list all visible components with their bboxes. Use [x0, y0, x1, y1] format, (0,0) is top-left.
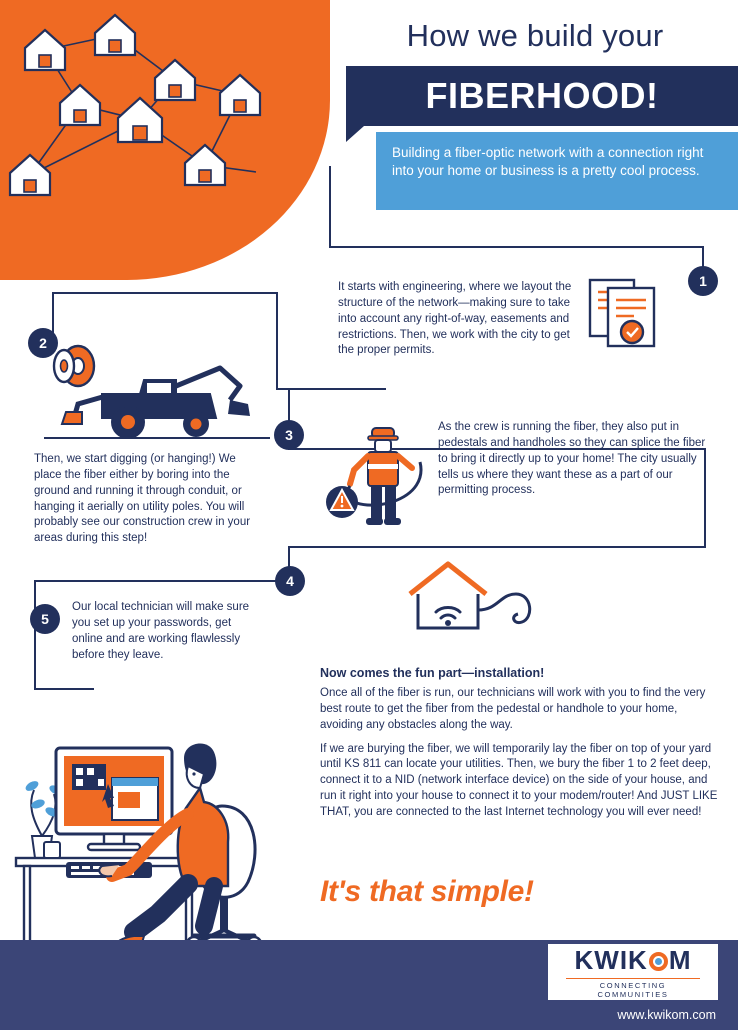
website-url[interactable]: www.kwikom.com [617, 1008, 716, 1022]
technician-computer-icon [8, 686, 308, 976]
connector-line [34, 580, 290, 582]
step-3-text: As the crew is running the fiber, they also put in pedestals and handholes so they can splice the fiber to bring it directly up to your home! The city usually tells us where they want these as a part of our permitting process. [438, 421, 706, 497]
connector-line [288, 546, 706, 548]
step-badge-5: 5 [30, 604, 60, 634]
fiberhood-banner [346, 66, 738, 126]
connector-line [52, 292, 278, 294]
step-1-text: It starts with engineering, where we layout the structure of the network—making sure to take into account any right-of-way, easements and restrictions. Then, we work with the city to get the proper permits. [338, 281, 572, 357]
document-permit-icon [586, 272, 664, 352]
banner-tail [346, 126, 364, 142]
step-5-text: Our local technician will make sure you set up your passwords, get online and are working flawlessly before they leave. [72, 601, 250, 661]
connector-line [276, 292, 278, 390]
installation-text: Once all of the fiber is run, our technicians will work with you to find the very best route to get the fiber from the pedestal or handhole to your home, avoiding any obstacles along the way. If we are burying the fiber, we will temporarily lay the fiber on top of your yard until KS 811 can locate your utilities. Then, we bury the fiber 1 to 2 feet deep, connect it to a NID (network interface device) on the side of your house, and run it right into your house to connect it to your modem/router! And JUST LIKE THAT, you are connected to the last Internet technology you will ever need! [320, 687, 718, 819]
house-network-illustration [0, 0, 340, 280]
step-badge-4: 4 [275, 566, 305, 596]
step-badge-3: 3 [274, 420, 304, 450]
fiberhood-banner-label: FIBERHOOD! [425, 75, 659, 116]
page-title: How we build your [406, 18, 664, 53]
logo-text-right: M [668, 945, 692, 975]
intro-text: Building a fiber-optic network with a connection right into your home or business is a pretty cool process. [392, 145, 704, 179]
tagline: It's that simple! [320, 875, 534, 908]
fiber-technician-icon [320, 406, 436, 530]
installation-heading: Now comes the fun part—installation! [320, 666, 545, 680]
backhoe-digger-icon [44, 338, 270, 444]
house-wifi-icon [392, 554, 552, 644]
logo-text-left: KWIK [574, 945, 648, 975]
step-2-text: Then, we start digging (or hanging!) We place the fiber either by boring into the ground and running it through conduit, or hanging it aerially on utility poles. You will probably see our construction crew in your areas during this step! [34, 453, 251, 545]
step-badge-2: 2 [28, 328, 58, 358]
connector-line [34, 580, 36, 690]
logo-tagline: CONNECTING COMMUNITIES [566, 978, 700, 999]
step-badge-1: 1 [688, 266, 718, 296]
intro-callout [376, 132, 738, 210]
kwikom-logo [548, 944, 718, 1000]
connector-line [276, 388, 386, 390]
connector-line [329, 246, 704, 248]
logo-o-icon [649, 952, 668, 971]
connector-line [329, 166, 331, 248]
